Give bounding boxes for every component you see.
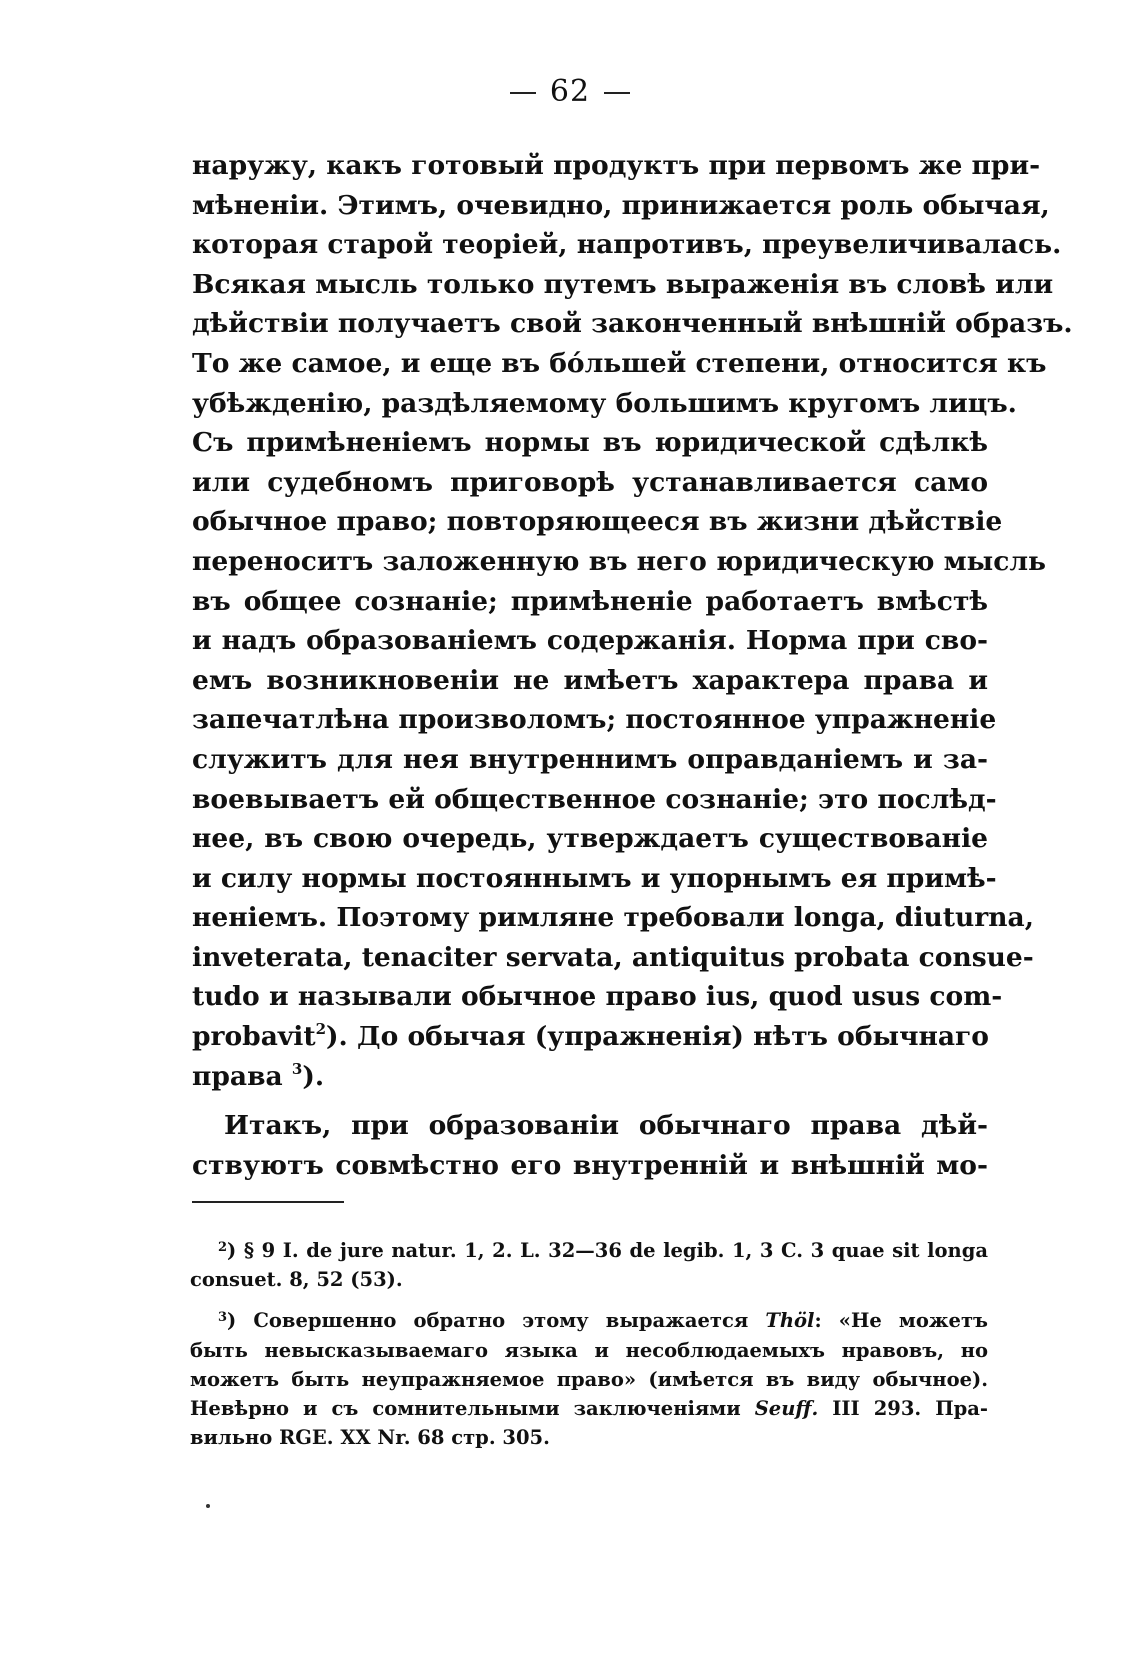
- footnote-line: быть невысказываемаго языка и несоблюдаемыхъ нравовъ, но: [190, 1338, 988, 1362]
- text-line: или судебномъ приговорѣ устанавливается само: [192, 466, 988, 498]
- text-line: inveterata, tenaciter servata, antiquitus probata consue-: [192, 941, 1034, 973]
- footnote-text: III 293. Пра-: [818, 1396, 988, 1420]
- footnotes: [190, 1236, 988, 1452]
- page-number-dash-left: [510, 92, 536, 94]
- text-line: воевываетъ ей общественное сознаніе; это послѣд-: [192, 783, 997, 815]
- text-fragment: probavit: [192, 1021, 316, 1053]
- footnote-line: [190, 1236, 988, 1265]
- text-line-with-footnote-ref: [192, 1057, 988, 1097]
- footnote-text: ) Совершенно обратно этому выражается: [227, 1309, 766, 1333]
- text-line: нее, въ свою очередь, утверждаетъ существованіе: [192, 823, 988, 855]
- text-line: въ общее сознаніе; примѣненіе работаетъ вмѣстѣ: [192, 585, 988, 617]
- footnote-line: вильно RGE. XX Nr. 68 стр. 305.: [190, 1426, 550, 1450]
- text-line: Итакъ, при образованіи обычнаго права дѣй-: [224, 1110, 988, 1142]
- text-line: неніемъ. Поэтому римляне требовали longa, diuturna,: [192, 902, 1034, 934]
- text-line: переноситъ заложенную въ него юридическую мысль: [192, 545, 1047, 577]
- footnote-3: [190, 1306, 988, 1452]
- footnote-separator: [192, 1201, 344, 1203]
- footnote-text: : «Не можетъ: [814, 1309, 988, 1333]
- footnote-2: [190, 1236, 988, 1294]
- paragraph-gap: [192, 1096, 988, 1106]
- print-speck: [206, 1504, 210, 1508]
- text-line: убѣжденію, раздѣляемому большимъ кругомъ лицъ.: [192, 387, 1017, 419]
- footnote-text: ) § 9 I. de jure natur. 1, 2. L. 32—36 de legib. 1, 3 C. 3 quae sit longa: [227, 1239, 988, 1262]
- text-line: ствуютъ совмѣстно его внутренній и внѣшній мо-: [192, 1149, 988, 1181]
- text-line: дѣйствіи получаетъ свой законченный внѣшній образъ.: [192, 308, 1073, 340]
- text-line-with-footnote-ref: [192, 1017, 988, 1057]
- footnote-ref-3[interactable]: 3: [291, 1059, 303, 1078]
- text-line: запечатлѣна произволомъ; постоянное упражненіе: [192, 704, 997, 736]
- text-line: Съ примѣненіемъ нормы въ юридической сдѣлкѣ: [192, 427, 988, 459]
- page-number-value: 62: [549, 74, 591, 109]
- footnote-text: Невѣрно и съ сомнительными заключеніями: [190, 1396, 755, 1420]
- page-number: [0, 72, 1140, 112]
- text-line: наружу, какъ готовый продуктъ при первомъ же при-: [192, 150, 1041, 181]
- text-line: емъ возникновеніи не имѣетъ характера права и: [192, 664, 988, 696]
- footnote-line: [190, 1306, 988, 1335]
- footnote-line: можетъ быть неупражняемое право» (имѣется въ виду обычное).: [190, 1367, 988, 1391]
- text-line: которая старой теоріей, напротивъ, преувеличивалась.: [192, 229, 1062, 261]
- text-line: и надъ образованіемъ содержанія. Норма при сво-: [192, 625, 988, 657]
- footnote-mark: 3: [218, 1310, 228, 1326]
- footnote-line: consuet. 8, 52 (53).: [190, 1268, 403, 1292]
- text-line: и силу нормы постояннымъ и упорнымъ ея примѣ-: [192, 862, 997, 894]
- text-fragment: ).: [302, 1060, 325, 1092]
- text-line: tudo и называли обычное право ius, quod usus com-: [192, 981, 1003, 1013]
- page-number-dash-right: [604, 92, 630, 94]
- text-fragment: ). До обычая (упражненія) нѣтъ обычнаго: [326, 1021, 989, 1053]
- footnote-gap: [190, 1294, 988, 1306]
- footnote-mark: 2: [218, 1240, 228, 1255]
- text-line: То же самое, и еще въ бо́льшей степени, относится къ: [192, 347, 1047, 379]
- text-fragment: права: [192, 1060, 283, 1092]
- text-line: служитъ для нея внутреннимъ оправданіемъ и за-: [192, 743, 988, 775]
- footnote-author: Thöl: [765, 1309, 815, 1333]
- footnote-author: Seuff.: [754, 1396, 819, 1420]
- footnote-line: [190, 1394, 988, 1423]
- footnote-ref-2[interactable]: 2: [315, 1020, 327, 1039]
- text-line: Всякая мысль только путемъ выраженія въ словѣ или: [192, 268, 1054, 300]
- main-text: [192, 146, 1073, 1185]
- text-line: обычное право; повторяющееся въ жизни дѣйствіе: [192, 506, 1003, 538]
- text-line: мѣненіи. Этимъ, очевидно, принижается роль обычая,: [192, 189, 1050, 221]
